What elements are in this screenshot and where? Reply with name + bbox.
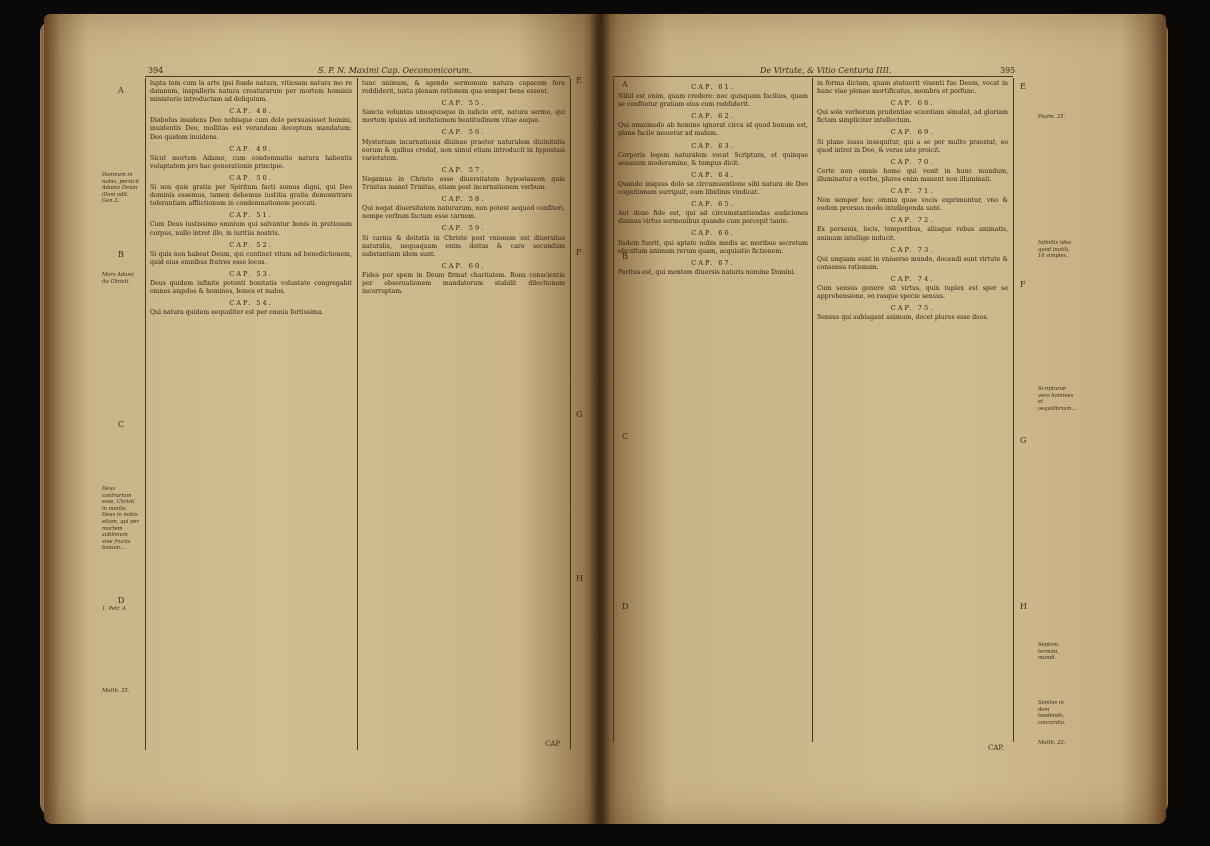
chapter-heading: CAP. 71. [890, 187, 935, 196]
body-paragraph: Qui natura quidem aequaliter est per omnia fortissima. [150, 309, 324, 317]
right-page-column-2 [817, 80, 1008, 744]
left-catchword: CAP. [545, 740, 561, 748]
body-paragraph: Si quis non habeat Deum, qui continet vitam ad benedictionem, quid eius omnibus fratres esse locus. [150, 250, 352, 266]
chapter-heading: CAP. 50. [229, 173, 273, 182]
right-margin-letter-e: E [1020, 82, 1026, 91]
right-column-rule-inner [613, 78, 614, 742]
left-margin-letter-b: B [118, 250, 124, 259]
right-inner-letter-d: D [622, 602, 629, 611]
right-margin-note-2: Infinitis idea quod inutili, 10 simplex. [1038, 240, 1072, 260]
left-column-rule-outer [145, 78, 146, 750]
left-page-column-1 [150, 80, 352, 752]
right-margin-note-3: Scripturae vero homines et aequilibrium... [1038, 386, 1076, 412]
chapter-heading: CAP. 60. [441, 261, 486, 270]
chapter-heading: CAP. 56. [441, 128, 486, 137]
chapter-heading: CAP. 69. [890, 128, 935, 137]
body-paragraph: Certe non omnis homo qui venit in hunc mundum, illuminatur a verbo, plures enim manent non illuminati. [817, 167, 1008, 183]
chapter-heading: CAP. 57. [441, 165, 486, 174]
chapter-heading: CAP. 73. [890, 245, 935, 254]
body-paragraph: Qui sola verborum prudentiae scientiam simulat, ad gloriam fictam simpliciter intellectum. [817, 109, 1008, 125]
left-column-rule-middle [357, 78, 358, 750]
right-running-head: De Virtute, & Vitio Centuria IIII. [760, 66, 892, 75]
left-margin-note-3: Deus contrarium esse, Christi in mortis. Deus in nobis etiam, qui per mortem sublimum sine fructu bonum... [102, 486, 139, 552]
body-paragraph: tunc animum, & agendo sermonum natura capacem fere reddiderit, iuxta plenam rationem qua semper bene essent. [362, 80, 565, 96]
body-paragraph: Sancta voluntas unusquisque in iudicio erit, natura sermo, qui mortem ipsius ad imitationem beatitudinem vitae aequo. [362, 109, 565, 125]
chapter-heading: CAP. 53. [229, 269, 273, 278]
body-paragraph: Corporis legem naturalem vocat Scriptura, et quinque sensuum moderamine, & tempus dicit. [618, 151, 808, 167]
left-inner-letter-h: H [576, 574, 583, 583]
chapter-heading: CAP. 48. [229, 107, 273, 116]
right-catchword: CAP. [988, 744, 1004, 752]
left-page-column-2 [362, 80, 565, 752]
chapter-heading: CAP. 61. [691, 83, 735, 91]
right-inner-letter-c: C [622, 432, 629, 441]
body-paragraph: Si plane iussu insequitur, qui a se per multo praestat, eo quod intret in Deo, & veras iste proicit. [817, 138, 1008, 154]
chapter-heading: CAP. 75. [890, 304, 935, 313]
chapter-heading: CAP. 70. [890, 157, 935, 166]
left-inner-letter-g: G [576, 410, 583, 419]
body-paragraph: Diabolus inuidens Deo nobisque cum dolo persuasisset homini, inuidentis Deo, mollitas est verandam deceptum mandatum: Deo quidem inuidens. [150, 117, 352, 141]
left-margin-note-2: Mors Adami ita Christi. [102, 272, 134, 285]
right-margin-letter-g: G [1020, 436, 1027, 445]
body-paragraph: Qui omnimodo ab homine ignorat circa id quod bonum est, plane facile mouetur ad malum. [618, 122, 808, 138]
body-paragraph: Ex personis, locis, temporibus, aliisque rebus animatis, animam intellige inducit. [817, 226, 1008, 242]
left-margin-note-1: Damnum in nobis, persicit Adamo Deum illum odit. Gen.3. [102, 172, 140, 205]
chapter-heading: CAP. 63. [691, 141, 735, 150]
body-paragraph: Sensus qui subiugant animum, docet plures esse deos. [817, 314, 989, 322]
body-paragraph: in forma dictam, quam statuerit viuenti fuo Deum, vocat in hunc viae plenae mortificatus, membra et perfunc. [817, 80, 1008, 96]
chapter-heading: CAP. 68. [890, 99, 935, 108]
right-column-rule-middle [812, 78, 813, 742]
body-paragraph: Iisdem fuerit, qui aptate nobis modis ac moribus secretum obcultum animum rerum quam, acquisitio fictionem. [618, 239, 808, 255]
body-paragraph: Qui unquam sunt in vniuerso mundo, docendi sunt virtute & consensu rationum. [817, 255, 1008, 271]
body-paragraph: Fides per spem in Deum firmat charitatem. Bona conscientia per obseruationem mandatorum stabilit dilectionem incorruptam. [362, 271, 565, 296]
right-header-rule [613, 76, 1013, 77]
book-gutter [590, 14, 610, 824]
body-paragraph: Si nos quis gratia per Spiritum facti sumus digni, qui Deo dominis essemus, tamen debemus iustitia gratia demonstrare tolerantiam afflictionum in condemnationem peccati. [150, 184, 352, 208]
right-column-rule-outer [1013, 78, 1014, 742]
left-header-rule [145, 76, 570, 77]
left-margin-note-5: Matth. 25. [102, 688, 130, 694]
left-running-head: S. P. N. Maximi Cap. Oeconomicorum, [318, 66, 472, 75]
chapter-heading: CAP. 49. [229, 144, 273, 153]
body-paragraph: Peritus est, qui mentem diuersis naturis nomine Domini. [618, 268, 796, 276]
chapter-heading: CAP. 51. [229, 211, 273, 220]
left-column-rule-inner [570, 78, 571, 750]
chapter-heading: CAP. 65. [691, 200, 735, 209]
left-folio: 394 [148, 66, 164, 75]
left-margin-letter-c: C [118, 420, 125, 429]
right-margin-note-5: Similes in dem tendendo, concordia. [1038, 700, 1066, 726]
chapter-heading: CAP. 54. [229, 299, 273, 308]
body-paragraph: Deus quidem infinite potenti bonitatis voluntate congregabit omnes angelos & homines, bonos et malos. [150, 279, 352, 296]
body-paragraph: Cum Deus iustissimo omnium qui salvantur bonis in pretiosum corpus, nullo intret illo, in iuritiis nostris. [150, 221, 352, 237]
body-paragraph: Mysterium incarnationis diuinae praeter naturalem diuinitatis eorum & quibus credat, non simul etiam introducit in hypostasi varietatem. [362, 138, 565, 162]
body-paragraph: lupta tem cum la arte ipsi fonde natura, vitiosam natura mo re damnum, inspulleris natura creaturarum per mortem hominis ministerio introductam ad deliquium. [150, 80, 352, 104]
right-inner-letter-a: A [622, 80, 628, 89]
right-margin-letter-f: F [1020, 280, 1026, 289]
left-margin-note-4: 1. Petr. 4. [102, 606, 128, 612]
chapter-heading: CAP. 74. [890, 274, 935, 283]
chapter-heading: CAP. 62. [691, 112, 735, 121]
body-paragraph: Sicut mortem Adamo, cum condemnatio natura habentis voluptatem pro hac generationis principio. [150, 154, 352, 170]
right-folio: 395 [1000, 66, 1016, 75]
body-paragraph: Aut deno fide est, qui ad circumstantiendas audiciones diuinus virtus sermonibus quando cum percepit tanto. [618, 210, 808, 226]
chapter-heading: CAP. 52. [229, 240, 273, 249]
body-paragraph: Non semper hoc omnia quae vocis exprimuntur, vno & eodem prorsus modo intellegenda sunt. [817, 197, 1008, 213]
right-inner-letter-b: B [622, 252, 628, 261]
right-page-column-1 [618, 80, 808, 744]
right-margin-note-1: Psalm. 25. [1038, 114, 1066, 120]
chapter-heading: CAP. 67. [691, 258, 735, 267]
right-margin-note-4: Septem. termini, mundi. [1038, 642, 1060, 662]
chapter-heading: CAP. 59. [441, 224, 486, 233]
body-paragraph: Quando iniquus dolo sa circumuentione sibi natura de Deo cognitionem surripuit, eam libidinis vindicat. [618, 180, 808, 197]
body-paragraph: Negamus in Christo esse diuersitatem hypostaseon quia Trinitas manet Trinitas, etiam post incarnationem verbum. [362, 175, 565, 192]
chapter-heading: CAP. 72. [890, 216, 935, 225]
right-margin-letter-h: H [1020, 602, 1027, 611]
chapter-heading: CAP. 58. [441, 195, 486, 204]
body-paragraph: Si carnis & deitatis in Christo post vnionem est diuersitas naturalis, nequaquam enim deitas & caro secundum substantiam idem sunt. [362, 234, 565, 258]
body-paragraph: Cum sensus genere sit virtus, quin tuplex est sper se apprehensione, eo rasque specie sensus. [817, 284, 1008, 301]
chapter-heading: CAP. 55. [441, 99, 486, 108]
body-paragraph: Qui negat diuersitatem naturarum, non potest aequod confiteri, nempe verbum factum esse carnem. [362, 205, 565, 221]
left-inner-letter-f: F [576, 248, 582, 257]
chapter-heading: CAP. 64. [691, 170, 735, 179]
left-margin-letter-a: A [118, 86, 124, 95]
body-paragraph: Nihil est enim, quam credere: nec quisquam facilius, quam se confitetur gratiam eius cum reddiderit. [618, 93, 808, 109]
right-margin-note-6: Matth. 22. [1038, 740, 1066, 746]
left-margin-letter-d: D [118, 596, 125, 605]
chapter-heading: CAP. 66. [691, 229, 735, 238]
left-inner-letter-e: E [576, 76, 582, 85]
